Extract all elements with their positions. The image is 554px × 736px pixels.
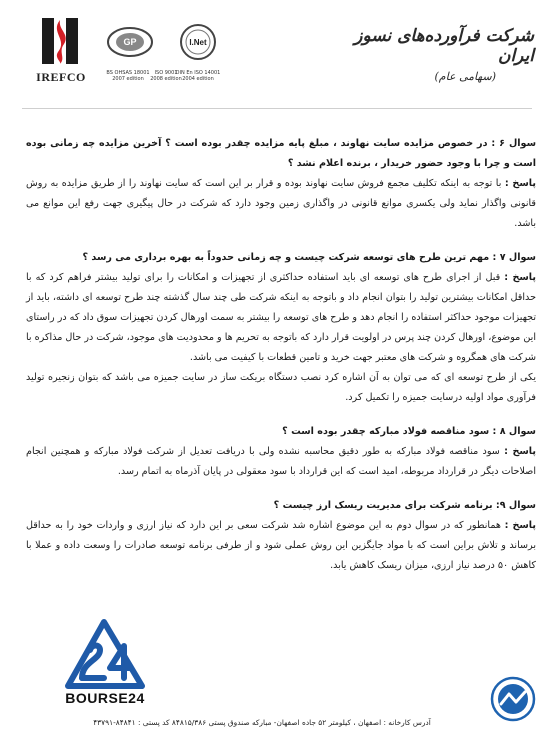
qa-section-8: [26, 422, 536, 482]
qa-section-6: [26, 134, 536, 234]
cert-mark-text: GP: [123, 37, 137, 47]
company-type: (سهامی عام): [434, 70, 496, 83]
answer-text: با توجه به اینکه تکلیف مجمع فروش سایت نهاوند بوده و قرار بر این است که سایت نهاوند را از طریق مزایده به روش قانونی واگذار نماید ولی یکسری موانع قانونی در واگذاری زمین وجود دارد که شرکت در حال پیگیری جهت رفع این موانع می باشد.: [26, 178, 536, 229]
answer-label: پاسخ :: [504, 520, 536, 531]
cert-caption-ohsas: BS OHSAS 18001 2007 edition: [106, 70, 150, 83]
footer-address: آدرس کارخانه : اصفهان ، کیلومتر ۵۲ جاده اصفهان- مبارکه صندوق پستی ۸۴۸۱۵/۳۸۶ کد پستی : ۸۴۸۴۱-۴۳۷۹۱: [93, 718, 431, 727]
gp-certification-icon: [104, 22, 156, 62]
answer-text: همانطور که در سوال دوم به این موضوع اشاره شد شرکت سعی بر این دارد که نیاز ارزی و واردات خود را به حداقل برساند و تلاش براین است که با مواد جایگزین این روش عملی شود و از طرفی برنامه توسعه صادرات را وسعت داده و عملا با کاهش ۵۰ درصد نیاز ارزی، میزان ریسک کاهش یابد.: [26, 520, 536, 571]
answer-7-extra: یکی از طرح توسعه ای که می توان به آن اشاره کرد نصب دستگاه بریکت ساز در سایت جمیزه می باشد که بتوان زنجیره تولید فرآوری مواد اولیه درسایت جمیزه را تکمیل کرد.: [26, 372, 536, 403]
answer-label: پاسخ :: [504, 178, 536, 189]
answer-7: [26, 268, 536, 368]
question-7: سوال ۷ : مهم ترین طرح های توسعه شرکت چیست و چه زمانی حدوداً به بهره برداری می رسد ؟: [82, 252, 536, 263]
irefco-logo-text: IREFCO: [36, 70, 86, 84]
bourse24-logo-text: BOURSE24: [65, 690, 145, 706]
inet-certification-icon: [172, 22, 224, 62]
answer-9: [26, 516, 536, 576]
question-8: سوال ۸ : سود مناقصه فولاد مبارکه چقدر بوده است ؟: [282, 426, 536, 437]
question-6: سوال ۶ : در خصوص مزایده سایت نهاوند ، مبلغ پایه مزایده چقدر بوده است ؟ آخرین مزایده چه زمانی بوده است و چرا با وجود حضور خریدار ، برنده اعلام نشد ؟: [26, 138, 537, 169]
qa-section-7: [26, 248, 536, 408]
qa-section-9: [26, 496, 536, 576]
company-name: شرکت فرآورده‌های نسوز ایران: [354, 26, 534, 66]
answer-text: قبل از اجرای طرح های توسعه ای باید استفاده حداکثری از تجهیزات و امکانات را برای تولید بیشتر فراهم کرد که با حداقل امکانات بیشترین تولید را بتوان انجام داد و باتوجه به اینکه شرکت طی چند سال گذشته چند طرح توسعه ای داشته، باید از تجهیزات موجود حداکثر استفاده را انجام دهد و طرح های توسعه را بیشتر به سمت اورهال کردن تجهیزات سوق داد که در راستای این موضوع، اورهال کردن چند پرس در اولویت قرار دارد که باتوجه به تحریم ها و محدودیت های موجود، شرکت در حال مذاکره با شرکت های همگروه و شرکت های معتبر جهت خرید و تامین قطعات با کیفیت می باشد.: [26, 272, 536, 363]
cert-caption-iso14001: DIN En ISO 14001 2004 edition: [175, 70, 221, 83]
header-divider: [22, 108, 532, 109]
answer-8: [26, 442, 536, 482]
answer-label: پاسخ :: [504, 272, 536, 283]
circular-brand-icon: [490, 676, 536, 722]
answer-6: [26, 174, 536, 234]
qa-content: [26, 134, 536, 576]
answer-text: سود مناقصه فولاد مبارکه به طور دقیق محاسبه نشده ولی با دریافت تعدیل از شرکت فولاد مبارکه و همچنین انجام اصلاحات دیگر در قرارداد مربوطه، امید است که این قرارداد با سود معقولی در پایان آذرماه به اتمام رسد.: [26, 446, 536, 477]
question-9: سوال ۹: برنامه شرکت برای مدیریت ریسک ارز چیست ؟: [273, 500, 536, 511]
cert-mark-text: I.Net: [189, 38, 207, 47]
cert-caption-iso9001: ISO 9001 2008 edition: [150, 70, 182, 83]
answer-label: پاسخ :: [504, 446, 536, 457]
